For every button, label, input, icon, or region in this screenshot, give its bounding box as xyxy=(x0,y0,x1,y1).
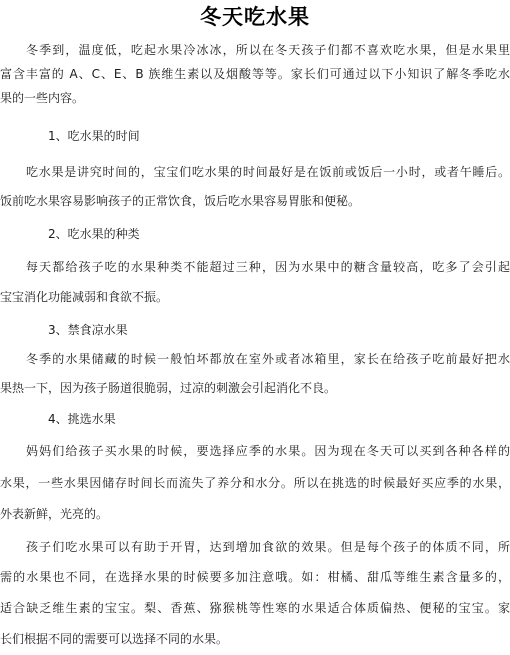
paragraph-line: 外表新鲜，光亮的。 xyxy=(0,507,109,521)
page-title: 冬天吃水果 xyxy=(200,4,310,29)
paragraph-line: 果的一些内容。 xyxy=(0,91,85,105)
paragraph-line: 长们根据不同的需要可以选择不同的水果。 xyxy=(0,632,229,646)
paragraph-line: 孩子们吃水果可以有助于开胃，达到增加食欲的效果。但是每个孩子的体质不同，所 xyxy=(26,540,510,554)
paragraph-line: 吃水果是讲究时间的，宝宝们吃水果的时间最好是在饭前或饭后一小时，或者午睡后。 xyxy=(26,165,510,179)
paragraph-line: 饭前吃水果容易影响孩子的正常饮食，饭后吃水果容易胃胀和便秘。 xyxy=(0,194,361,208)
paragraph-line: 妈妈们给孩子买水果的时候，要选择应季的水果。因为现在冬天可以买到各种各样的 xyxy=(26,444,510,458)
paragraph-line: 适合缺乏维生素的宝宝。梨、香蕉、猕猴桃等性寒的水果适合体质偏热、便秘的宝宝。家 xyxy=(0,601,510,615)
section-heading: 3、禁食凉水果 xyxy=(48,323,128,337)
paragraph-line: 需的水果也不同，在选择水果的时候要多加注意哦。如：柑橘、甜瓜等维生素含量多的， xyxy=(0,570,510,584)
paragraph-line: 冬季的水果储藏的时候一般怕坏都放在室外或者冰箱里，家长在给孩子吃前最好把水 xyxy=(26,352,510,366)
paragraph-line: 果热一下，因为孩子肠道很脆弱，过凉的刺激会引起消化不良。 xyxy=(0,381,337,395)
section-heading: 4、挑选水果 xyxy=(48,412,116,426)
section-heading: 2、吃水果的种类 xyxy=(48,227,140,241)
paragraph-line: 水果，一些水果因储存时间长而流失了养分和水分。所以在挑选的时候最好买应季的水果， xyxy=(0,476,510,490)
paragraph-line: 每天都给孩子吃的水果种类不能超过三种，因为水果中的糖含量较高，吃多了会引起 xyxy=(26,260,510,274)
paragraph-line: 宝宝消化功能减弱和食欲不振。 xyxy=(0,290,169,304)
paragraph-line: 冬季到，温度低，吃起水果冷冰冰，所以在冬天孩子们都不喜欢吃水果，但是水果里 xyxy=(26,43,510,57)
section-heading: 1、吃水果的时间 xyxy=(48,129,140,143)
paragraph-line: 富含丰富的 A、C、E、B 族维生素以及烟酸等等。家长们可通过以下小知识了解冬季吃水 xyxy=(0,67,510,81)
